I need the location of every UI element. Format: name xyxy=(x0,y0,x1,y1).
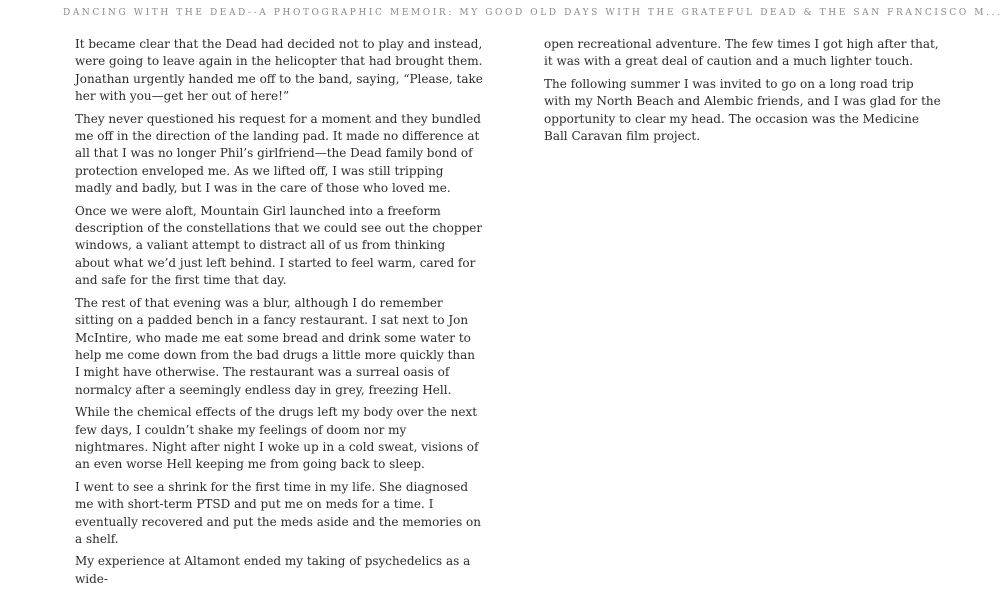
left-text-column xyxy=(75,36,483,593)
paragraph: While the chemical effects of the drugs left my body over the next few days, I couldn’t shake my feelings of doom nor my nightmares. Night after night I woke up in a cold sweat, visions of an even worse Hell keeping me from going back to sleep. xyxy=(75,405,479,472)
paragraph: Once we were aloft, Mountain Girl launched into a freeform description of the constellations that we could see out the chopper windows, a valiant attempt to distract all of us from thinking about what we’d just left behind. I started to feel warm, cared for and safe for the first time that day. xyxy=(75,203,483,288)
paragraph: They never questioned his request for a moment and they bundled me off in the direction of the landing pad. It made no difference at all that I was no longer Phil’s girlfriend—the Dead family bond of protection enveloped me. As we lifted off, I was still tripping madly and badly, but I was in the care of those who loved me. xyxy=(75,111,481,196)
paragraph: The following summer I was invited to go on a long road trip with my North Beach and Alembic friends, and I was glad for the opportunity to clear my head. The occasion was the Medicine Ball Caravan film project. xyxy=(544,76,941,144)
running-header: DANCING WITH THE DEAD--A PHOTOGRAPHIC MEMOIR: MY GOOD OLD DAYS WITH THE GRATEFUL DEAD & THE SAN FRANCISCO M... xyxy=(63,8,1002,18)
paragraph: It became clear that the Dead had decided not to play and instead, were going to leave again in the helicopter that had brought them. Jonathan urgently handed me off to the band, saying, “Please, take her with you—get her out of here!” xyxy=(75,37,483,104)
paragraph: I went to see a shrink for the first time in my life. She diagnosed me with short-term PTSD and put me on meds for a time. I eventually recovered and put the meds aside and the memories on a shelf. xyxy=(75,479,481,546)
paragraph: My experience at Altamont ended my taking of psychedelics as a wide- xyxy=(75,554,471,586)
right-text-column xyxy=(544,36,942,150)
paragraph: open recreational adventure. The few times I got high after that, it was with a great deal of caution and a much lighter touch. xyxy=(544,37,939,69)
paragraph: The rest of that evening was a blur, although I do remember sitting on a padded bench in a fancy restaurant. I sat next to Jon McIntire, who made me eat some bread and drink some water to help me come down from the bad drugs a little more quickly than I might have otherwise. The restaurant was a surreal oasis of normalcy after a seemingly endless day in grey, freezing Hell. xyxy=(75,295,476,397)
